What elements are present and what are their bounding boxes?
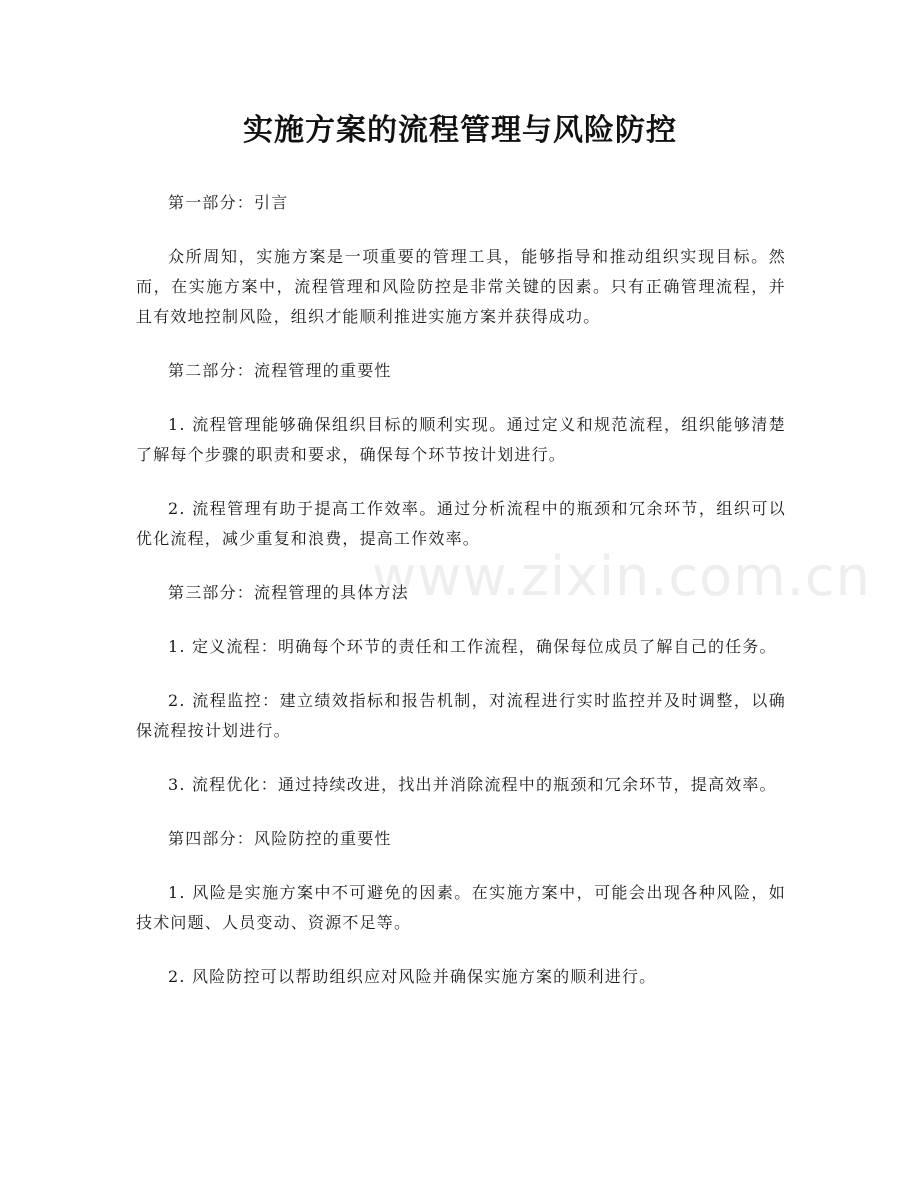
paragraph-process-importance-2: 2. 流程管理有助于提高工作效率。通过分析流程中的瓶颈和冗余环节，组织可以优化流程，减少重复和浪费，提高工作效率。	[136, 499, 786, 548]
section-heading-risk-importance: 第四部分：风险防控的重要性	[168, 829, 392, 848]
document-body	[136, 188, 786, 1016]
paragraph-risk-importance-2: 2. 风险防控可以帮助组织应对风险并确保实施方案的顺利进行。	[168, 967, 657, 986]
section-heading-process-methods: 第三部分：流程管理的具体方法	[168, 583, 409, 602]
paragraph-intro: 众所周知，实施方案是一项重要的管理工具，能够指导和推动组织实现目标。然而，在实施方案中，流程管理和风险防控是非常关键的因素。只有正确管理流程，并且有效地控制风险，组织才能顺利推进实施方案并获得成功。	[136, 247, 786, 326]
paragraph-risk-importance-1: 1. 风险是实施方案中不可避免的因素。在实施方案中，可能会出现各种风险，如技术问题、人员变动、资源不足等。	[136, 883, 786, 932]
watermark-text: www.zixin.com.cn	[372, 545, 871, 608]
paragraph-process-importance-1: 1. 流程管理能够确保组织目标的顺利实现。通过定义和规范流程，组织能够清楚了解每个步骤的职责和要求，确保每个环节按计划进行。	[136, 415, 786, 464]
section-heading-process-importance: 第二部分：流程管理的重要性	[168, 361, 392, 380]
paragraph-process-method-2: 2. 流程监控：建立绩效指标和报告机制，对流程进行实时监控并及时调整，以确保流程按计划进行。	[136, 691, 786, 740]
paragraph-process-method-3: 3. 流程优化：通过持续改进，找出并消除流程中的瓶颈和冗余环节，提高效率。	[168, 775, 777, 794]
paragraph-process-method-1: 1. 定义流程：明确每个环节的责任和工作流程，确保每位成员了解自己的任务。	[168, 637, 777, 656]
document-title: 实施方案的流程管理与风险防控	[243, 113, 677, 148]
section-heading-intro: 第一部分：引言	[168, 193, 289, 212]
